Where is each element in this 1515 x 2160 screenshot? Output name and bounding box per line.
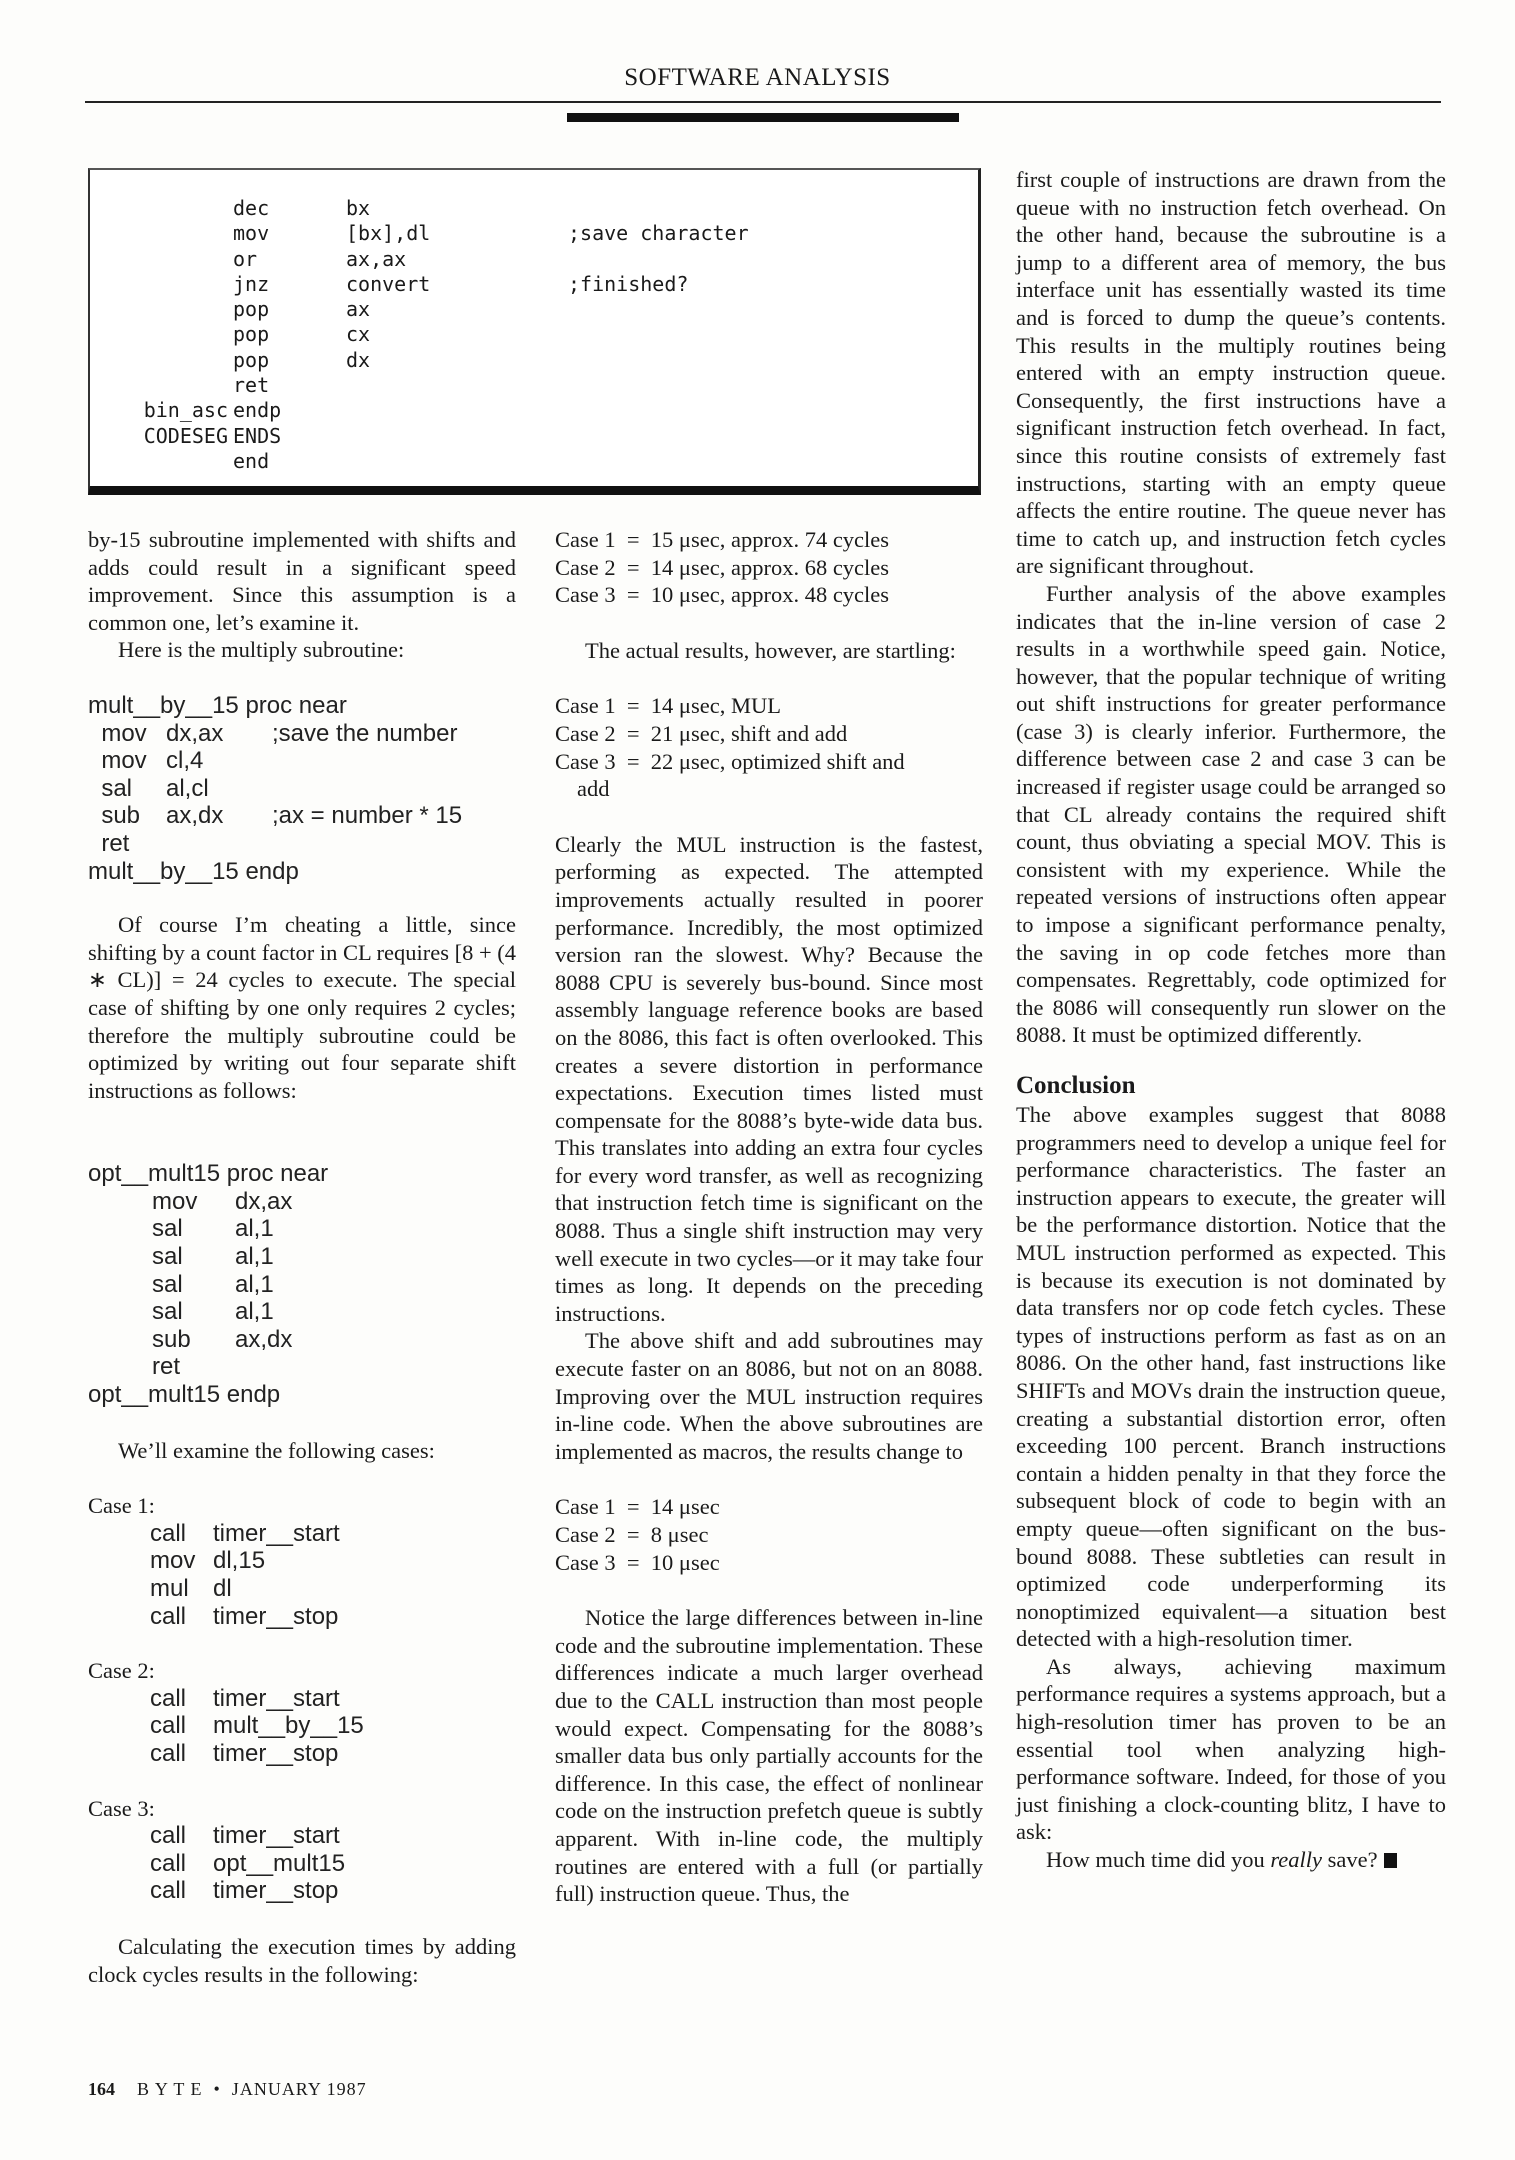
asm-op: sub [152,1325,191,1353]
paragraph: by-15 subroutine implemented with shifts and adds could result in a significant speed improvement. Since this assumption is a common one, let’s examine it. [88,527,516,635]
asm-comment: ;save the number [272,719,458,747]
code-line [90,221,970,246]
actual-results-cont: add [577,776,610,802]
listing-line [88,830,516,858]
result-line: Case 1 = 15 μsec, approx. 74 cycles [555,527,890,552]
asm-op: call [150,1602,187,1630]
actual-results [555,692,983,775]
listing-line [88,1712,516,1740]
listing-line [88,692,516,720]
section-heading-conclusion: Conclusion [1016,1072,1136,1099]
section-title: SOFTWARE ANALYSIS [624,64,891,91]
asm-op: call [150,1739,187,1767]
code-op: pop [233,322,270,347]
asm-op: mult__by__15 proc near [88,691,347,719]
paragraph: The above examples suggest that 8088 programmers need to develop a unique feel for performance characteristics. The faster an instruction appears to execute, the greater will be the performance distortion. Notice that the MUL instruction performed as expected. This is because its execution is not dominated by data transfers nor op code fetch cycles. These types of instructions perform as fast as on an 8086. On the other hand, fast instructions like SHIFTs and MOVs drain the instruction queue, creating a substantial distortion error, often exceeding 100 percent. Branch instructions contain a hidden penalty in that they force the subsequent block of code to begin with an empty queue—often significant on the bus-bound 8088. These subtleties can result in optimized code underperforming its nonoptimized equivalent—a situation best detected with a high-resolution timer. [1016,1102,1446,1652]
listing-line [88,747,516,775]
code-op: end [233,448,270,473]
header-rule [85,101,1441,103]
listing-body [88,1188,516,1381]
case-title: Case 2: [88,1658,155,1684]
case-block [88,1657,516,1767]
code-arg: dx [346,347,371,372]
asm-comment: ;ax = number * 15 [272,802,463,830]
mult-by-15-listing [88,692,516,885]
paragraph: As always, achieving maximum performance requires a systems approach, but a high-resolution timer has proven to be an essential tool when analyzing high-performance software. Indeed, for those of you just finishing a clock-counting blitz, I have to ask: [1016,1653,1446,1845]
asm-op: ret [88,829,130,857]
code-op: jnz [233,271,270,296]
asm-op: call [150,1712,187,1740]
paragraph: We’ll examine the following cases: [118,1437,435,1463]
asm-op: call [150,1877,187,1905]
asm-arg: ax,dx [235,1325,293,1353]
asm-op: mov [152,1187,198,1215]
asm-op: sub [88,802,141,830]
result-line: Case 3 = 22 μsec, optimized shift and [555,748,905,774]
asm-arg: al,1 [235,1270,274,1298]
asm-arg: al,1 [235,1243,274,1271]
asm-arg: dl,15 [213,1547,266,1575]
column-1 [88,526,516,1988]
code-label: CODESEG [143,423,228,448]
result-line: Case 1 = 14 μsec, MUL [555,693,781,719]
asm-arg: timer__stop [213,1739,339,1767]
listing-line [88,1298,516,1326]
code-op: pop [233,347,270,372]
paragraph: Notice the large differences between in-line code and the subroutine implementation. These differences indicate a much larger overhead due to the CALL instruction than most people would expect. Compensating for the 8088’s smaller data bus only partially accounts for the difference. In this case, the effect of nonlinear code on the instruction prefetch queue is subtly apparent. With in-line code, the multiply routines are entered with a full (or partially full) instruction queue. Thus, the [555,1605,983,1907]
asm-arg: timer__start [213,1822,340,1850]
code-label: bin_asc [143,398,228,423]
asm-op: call [150,1822,187,1850]
code-op: or [233,246,258,271]
asm-op: ret [152,1353,181,1381]
cases-list [88,1492,516,1905]
asm-op: mul [150,1575,189,1602]
asm-arg: dx,ax [166,719,224,747]
calculated-results [555,526,983,609]
code-op: dec [233,196,270,220]
code-arg: [bx],dl [346,221,431,246]
code-op: pop [233,297,270,322]
listing-line [88,1353,516,1381]
result-line: Case 2 = 8 μsec [555,1522,709,1547]
code-line [90,424,970,449]
macro-results [555,1493,983,1576]
end-mark-icon [1384,1853,1397,1868]
code-line [90,196,970,221]
listing-line [88,1547,516,1575]
opt-mult15-listing [88,1160,516,1408]
asm-arg: al,cl [166,774,209,802]
code-line [90,322,970,347]
code-arg: convert [346,271,431,296]
code-op: mov [233,221,270,246]
result-line: Case 3 = 10 μsec, approx. 48 cycles [555,582,890,608]
page-number: 164 [88,2079,115,2099]
code-comment: ;finished? [568,271,689,296]
code-line [90,373,970,398]
case-title: Case 3: [88,1795,155,1821]
listing-line [88,1685,516,1713]
asm-arg: timer__start [213,1684,340,1712]
code-line [90,247,970,272]
asm-op: sal [152,1243,183,1271]
listing-line [88,802,516,830]
asm-arg: dl [213,1575,232,1602]
code-line [90,348,970,373]
asm-arg: timer__stop [213,1602,339,1630]
paragraph: Clearly the MUL instruction is the fastest, performing as expected. The attempted improvements actually resulted in poorer performance. Incredibly, the most optimized version ran the slowest. Why? Because the 8088 CPU is severely bus-bound. Since most assembly language reference books are based on the 8086, this fact is often overlooked. This creates a severe distortion in performance expectations. Execution times listed must compensate for the 8088’s byte-wide data bus. This translates into adding an extra four cycles for every word transfer, as well as recognizing that instruction fetch time is significant on the 8088. Thus a single shift instruction may very well execute in two cycles—or it may take four times as long. It depends on the preceding instructions. [555,831,983,1326]
code-op: ENDS [233,423,282,448]
asm-op: call [150,1519,187,1547]
code-arg: ax [346,297,371,322]
listing-line [88,720,516,748]
asm-op: sal [152,1298,183,1326]
case-block [88,1795,516,1905]
code-line [90,449,970,474]
listing-header: opt__mult15 proc near [88,1160,329,1188]
listing-line [88,1603,516,1631]
code-listing-box [88,168,981,495]
closing-emphasis: really [1270,1847,1323,1873]
paragraph: The actual results, however, are startling: [585,637,956,663]
publication-info: B Y T E • JANUARY 1987 [137,2079,367,2099]
case-title: Case 1: [88,1493,155,1519]
paragraph: Calculating the execution times by adding clock cycles results in the following: [88,1933,516,1987]
case-block [88,1492,516,1630]
paragraph: Further analysis of the above examples indicates that the in-line version of case 2 results in a worthwhile speed gain. Notice, however, that the popular technique of writing out shift instructions for greater performance (case 3) is clearly inferior. Furthermore, the difference between case 2 and case 3 can be increased if register usage could be arranged so that CL already contains the required shift count, thus obviating a special MOV. This is consistent with my experience. While the repeated versions of instructions often appear to impose a significant performance penalty, the saving in op code fetches more than compensates. Regrettably, code optimized for the 8086 will consequently run slower on the 8088. It must be optimized differently. [1016,580,1446,1048]
paragraph: Here is the multiply subroutine: [118,637,405,663]
asm-op: mov [88,719,147,747]
asm-op: call [150,1684,187,1712]
paragraph: The above shift and add subroutines may execute faster on an 8086, but not on an 8088. Improving over the MUL instruction requires in-line code. When the above subroutines are implemented as macros, the results change to [555,1328,983,1464]
listing-line [88,1215,516,1243]
asm-arg: timer__stop [213,1877,339,1905]
code-comment: ;save character [568,221,749,246]
asm-op: sal [152,1270,183,1298]
code-line [90,272,970,297]
listing-line [88,1850,516,1878]
column-2 [555,526,983,1908]
asm-arg: opt__mult15 [213,1849,346,1877]
result-line: Case 3 = 10 μsec [555,1549,720,1575]
paragraph: first couple of instructions are drawn from the queue with no instruction fetch overhead. On the other hand, because the subroutine is a jump to a different area of memory, the bus interface unit has essentially wasted its time and is forced to dump the queue’s contents. This results in the multiply routines being entered with an empty instruction queue. Consequently, the first instructions have a significant instruction fetch overhead. In fact, since this routine consists of extremely fast instructions, starting with an empty queue affects the entire routine. The queue never has time to catch up, and instruction fetch cycles are significant throughout. [1016,167,1446,579]
asm-arg: al,1 [235,1215,274,1243]
code-op: ret [233,373,270,398]
listing-line [88,1243,516,1271]
asm-arg: cl,4 [166,747,204,775]
asm-op: mult__by__15 endp [88,857,299,885]
closing-text: How much time did you [1046,1847,1271,1873]
code-listing [90,196,970,474]
column-3 [1016,166,1446,1874]
listing-line [88,1326,516,1354]
listing-line [88,1188,516,1216]
code-arg: bx [346,196,371,220]
listing-footer: opt__mult15 endp [88,1381,281,1409]
code-arg: cx [346,322,371,347]
code-arg: ax,ax [346,246,407,271]
result-line: Case 1 = 14 μsec [555,1494,720,1520]
listing-line [88,1822,516,1850]
paragraph: Of course I’m cheating a little, since shifting by a count factor in CL requires [8 + (4 ∗ CL)] = 24 cycles to execute. The special case of shifting by one only requires 2 cycles; therefore the multiply subroutine could be optimized by writing out four separate shift instructions as follows: [88,912,516,1103]
result-line: Case 2 = 21 μsec, shift and add [555,720,848,746]
listing-line [88,1520,516,1548]
asm-op: sal [152,1215,183,1243]
listing-line [88,858,516,886]
listing-line [88,1740,516,1768]
page-footer [88,2079,367,2100]
asm-op: mov [88,747,147,775]
closing-text: save? [1322,1847,1378,1873]
asm-arg: dx,ax [235,1187,293,1215]
closing-line [1016,1846,1446,1874]
result-line: Case 2 = 14 μsec, approx. 68 cycles [555,554,890,580]
asm-op: mov [150,1547,196,1575]
listing-line [88,775,516,803]
code-line [90,398,970,423]
listing-line [88,1575,516,1603]
asm-arg: mult__by__15 [213,1712,364,1740]
asm-op: sal [88,774,133,802]
asm-arg: ax,dx [166,802,224,830]
listing-line [88,1877,516,1905]
code-line [90,297,970,322]
asm-arg: timer__start [213,1519,340,1547]
asm-op: call [150,1849,187,1877]
asm-arg: al,1 [235,1298,274,1326]
header-bar [567,113,959,122]
listing-line [88,1271,516,1299]
code-op: endp [233,398,282,423]
